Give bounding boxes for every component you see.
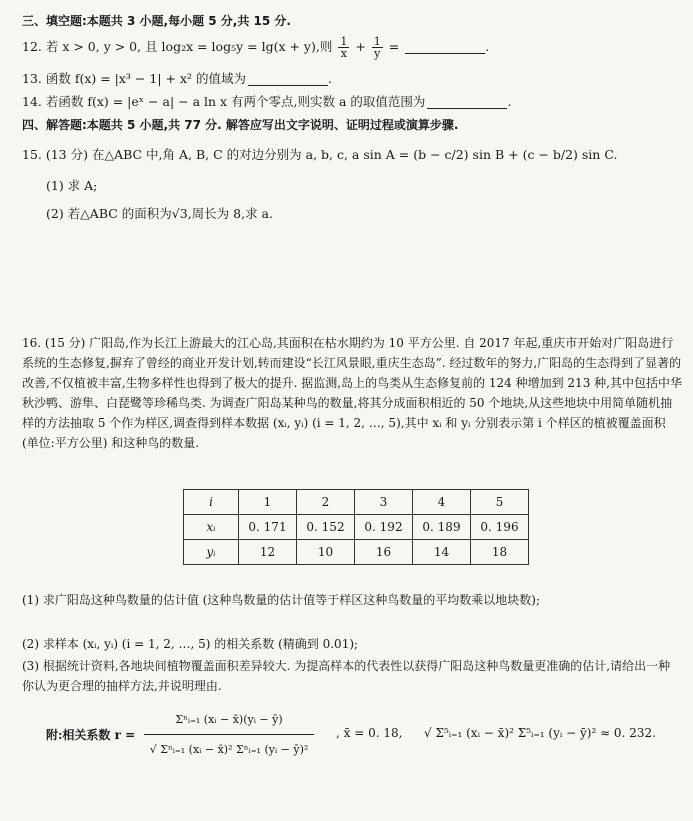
q14-answer-blank[interactable]	[427, 96, 507, 109]
appendix-label: 附:相关系数 r =	[46, 728, 136, 742]
q15-part-2: (2) 若△ABC 的面积为√3,周长为 8,求 a.	[46, 206, 273, 221]
section-3-title: 三、填空题:本题共 3 小题,每小题 5 分,共 15 分.	[22, 14, 291, 28]
section-4-title: 四、解答题:本题共 5 小题,共 77 分. 解答应写出文字说明、证明过程或演算步骤.	[22, 118, 459, 132]
correlation-denominator: √ Σⁿᵢ₌₁ (xᵢ − x̄)² Σⁿᵢ₌₁ (yᵢ − ȳ)²	[149, 743, 309, 756]
question-13: 13. 函数 f(x) = |x³ − 1| + x² 的值域为 .	[22, 71, 332, 86]
q16-part-2: (2) 求样本 (xᵢ, yᵢ) (i = 1, 2, …, 5) 的相关系数 (精确到 0.01);	[22, 637, 359, 651]
question-16-intro: 16. (15 分) 广阳岛,作为长江上游最大的江心岛,其面积在枯水期约为 10 平方公里. 自 2017 年起,重庆市开始对广阳岛进行系统的生态修复,摒弃了曾经的商业开发计划,转而建设“长江风景眼,重庆生态岛”. 经过数年的努力,广阳岛的生态得到了显著的改善,不仅植被丰富,生物多样性也得到了极大的提升. 据监测,岛上的鸟类从生态修复前的 124 种增加到 213 种,其中包括中华秋沙鸭、游隼、白琵鹭等珍稀鸟类. 为调查广阳岛某种鸟的数量,将其分成面积相近的 50 个地块,从这些地块中用简单随机抽样的方法抽取 5 个作为样区,调查得到样本数据 (xᵢ, yᵢ) (i = 1, 2, …, 5),其中 xᵢ 和 yᵢ 分别表示第 i 个样区的植被覆盖面积 (单位:平方公里) 和这种鸟的数量.	[22, 336, 682, 450]
q16-part-3: (3) 根据统计资料,各地块间植物覆盖面积差异较大. 为提高样本的代表性以获得广阳岛这种鸟数量更准确的估计,请给出一种你认为更合理的抽样方法,并说明理由.	[22, 659, 671, 693]
q16-part-1: (1) 求广阳岛这种鸟数量的估计值 (这种鸟数量的估计值等于样区这种鸟数量的平均数乘以地块数);	[22, 593, 541, 607]
table-row: i 1 2 3 4 5	[184, 490, 529, 515]
question-12: 12. 若 x > 0, y > 0, 且 log₂x = log₅y = lg(x + y),则 $\frac{1}{x}$ + $\frac{1}{y}$ = .	[22, 35, 490, 60]
xbar-value: , x̄ = 0. 18,	[336, 726, 403, 740]
question-14: 14. 若函数 f(x) = |eˣ − a| − a ln x 有两个零点,则实数 a 的取值范围为 .	[22, 94, 512, 109]
sample-data-table	[183, 489, 529, 565]
q12-answer-blank[interactable]	[405, 41, 485, 54]
q12-prefix: 12. 若 x > 0, y > 0, 且 log₂x = log₅y = lg(x + y),则	[22, 39, 333, 54]
q12-fraction-2: $\frac{1}{y}$	[373, 35, 381, 60]
question-15: 15. (13 分) 在△ABC 中,角 A, B, C 的对边分别为 a, b, c, a sin A = (b − c/2) sin B + (c − b/2) sin C.	[22, 147, 618, 162]
appendix-formula	[46, 706, 686, 776]
table-row: yᵢ 12 10 16 14 18	[184, 540, 529, 565]
q12-fraction-1: $\frac{1}{x}$	[340, 35, 348, 60]
q15-part-1: (1) 求 A;	[46, 178, 98, 193]
table-row: xᵢ 0. 171 0. 152 0. 192 0. 189 0. 196	[184, 515, 529, 540]
correlation-numerator: Σⁿᵢ₌₁ (xᵢ − x̄)(yᵢ − ȳ)	[144, 706, 314, 735]
correlation-fraction	[144, 706, 314, 761]
q13-answer-blank[interactable]	[248, 73, 328, 86]
sqrt-product-value: √ Σ⁵ᵢ₌₁ (xᵢ − x̄)² Σ⁵ᵢ₌₁ (yᵢ − ȳ)² ≈ 0. 232.	[424, 726, 656, 740]
